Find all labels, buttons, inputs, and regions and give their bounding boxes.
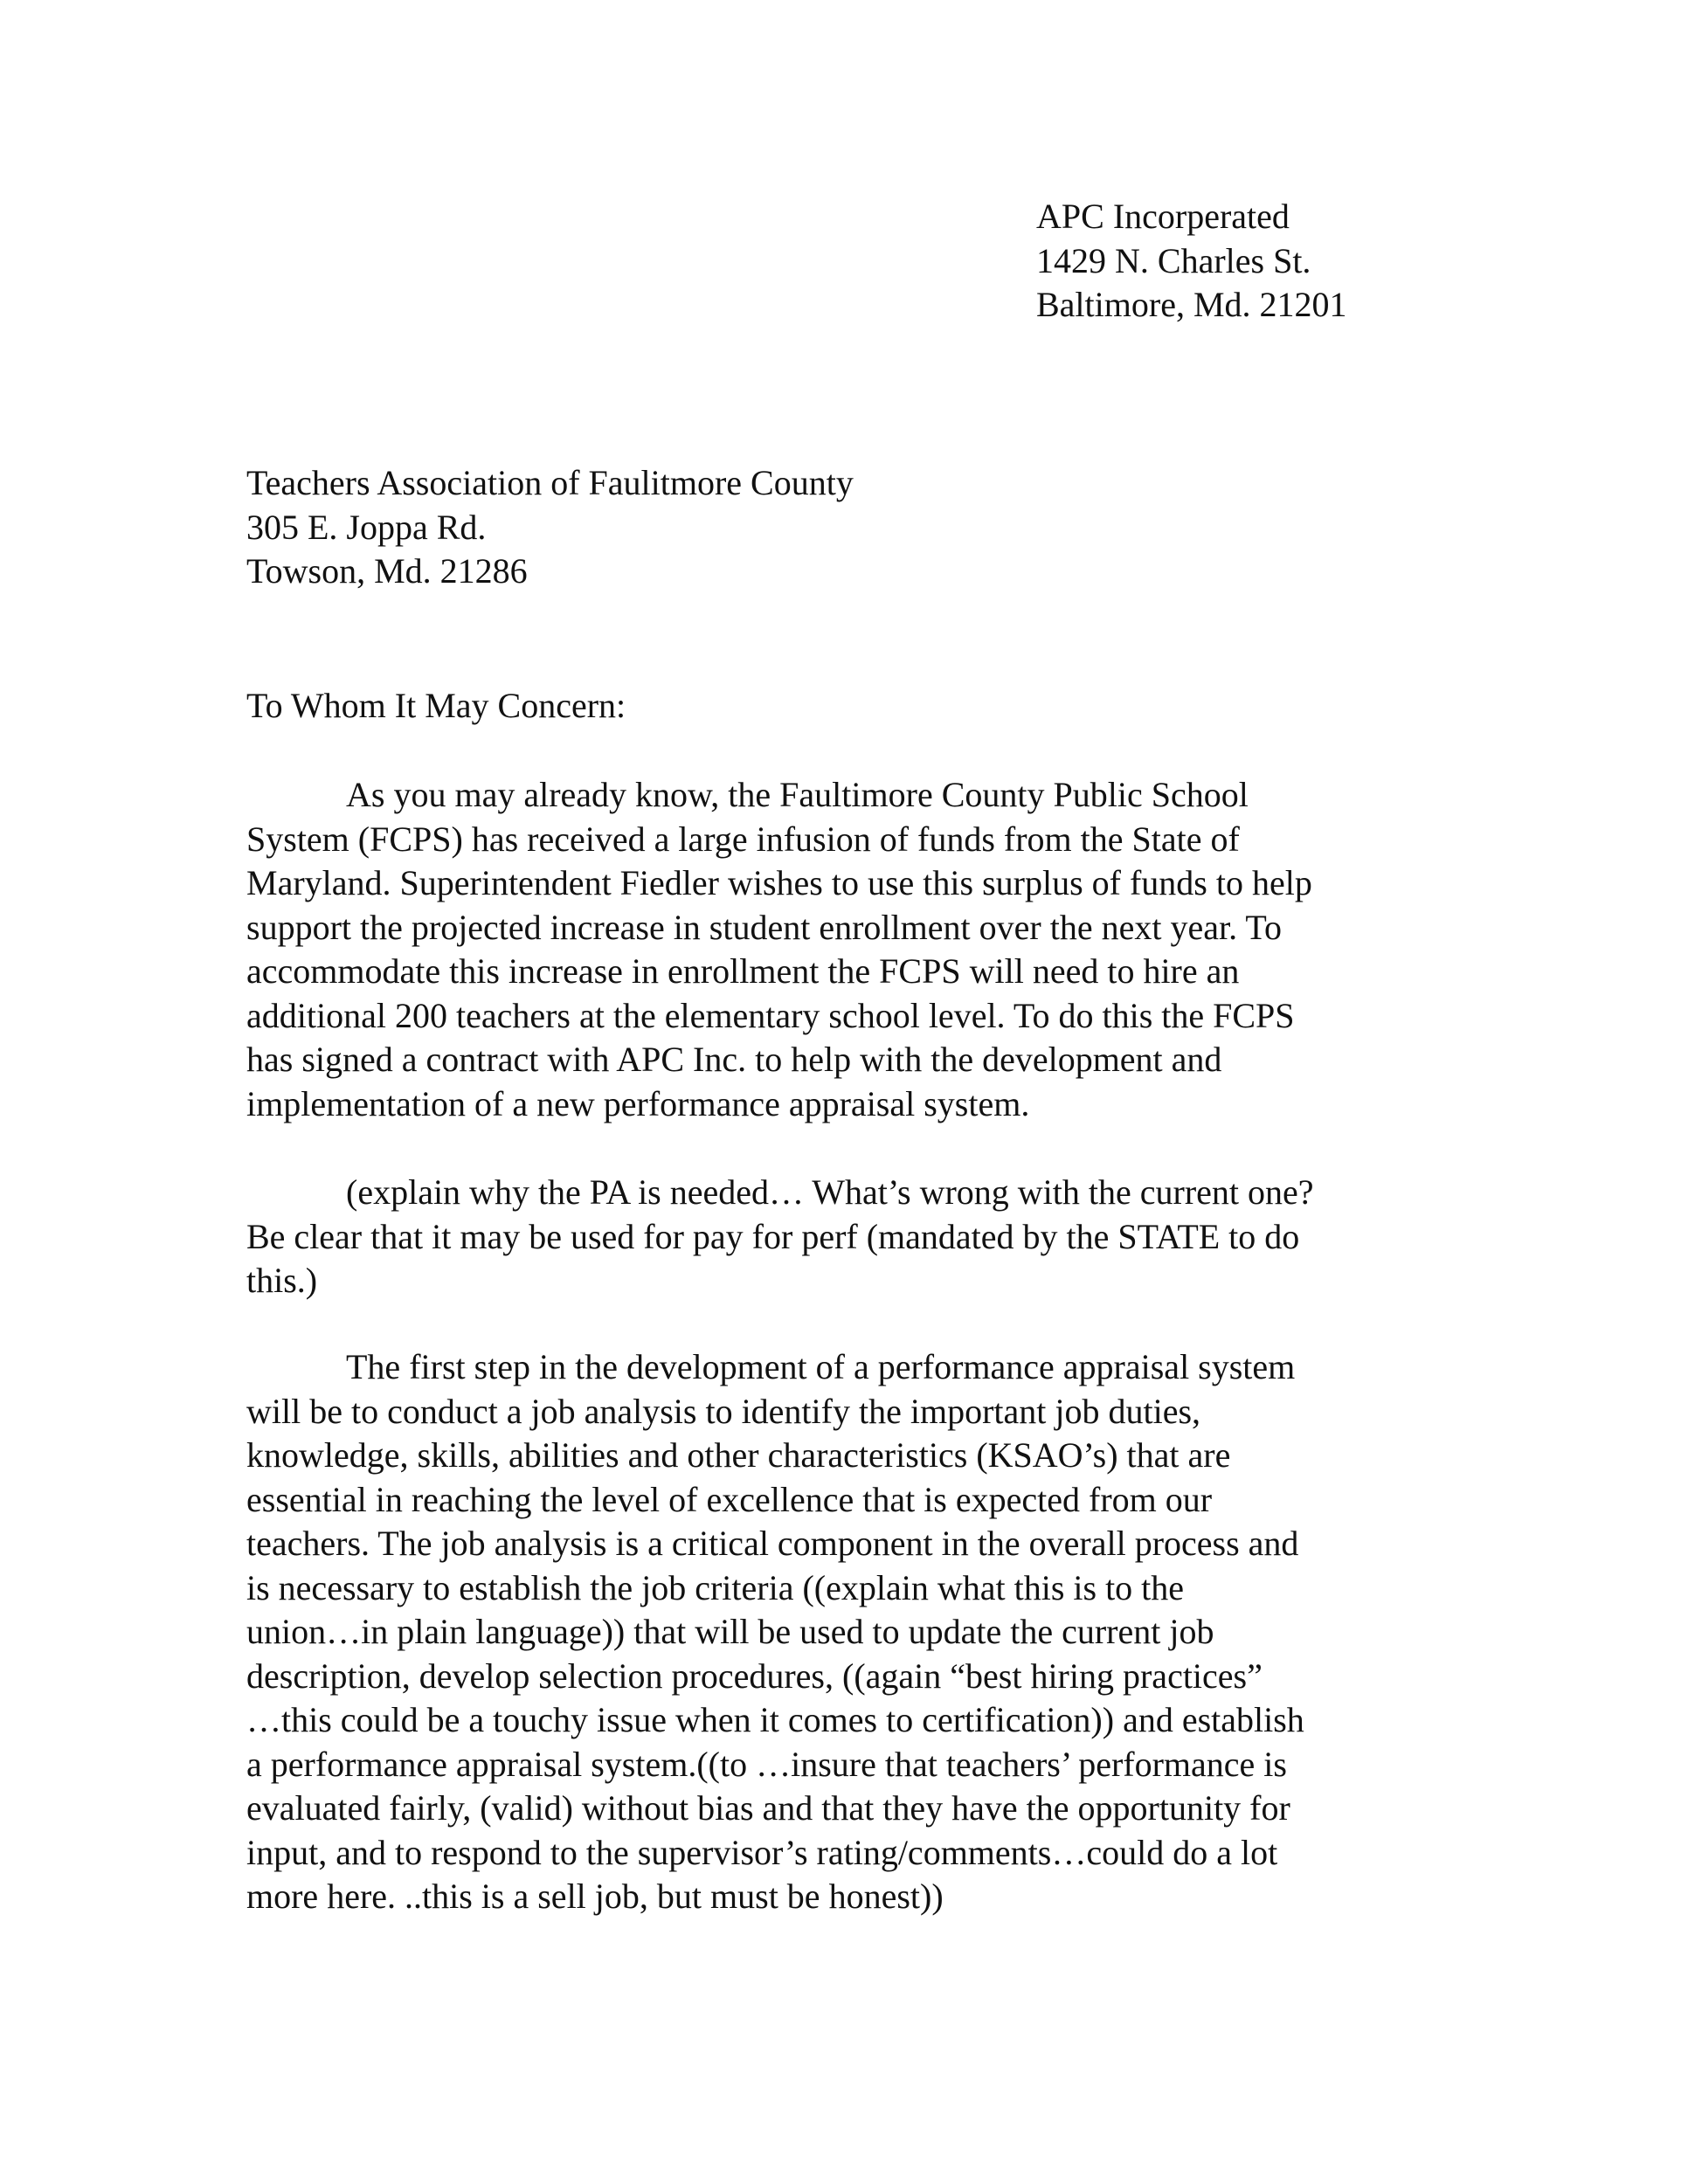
paragraph-line: additional 200 teachers at the elementary school level. To do this the FCPS bbox=[246, 995, 1295, 1035]
sender-city-state-zip: Baltimore, Md. 21201 bbox=[1036, 285, 1347, 324]
paragraph-line: support the projected increase in student enrollment over the next year. To bbox=[246, 907, 1282, 947]
paragraph-line: a performance appraisal system.((to …insure that teachers’ performance is bbox=[246, 1744, 1287, 1784]
paragraph-line: union…in plain language)) that will be used to update the current job bbox=[246, 1612, 1214, 1651]
paragraph-line: essential in reaching the level of excellence that is expected from our bbox=[246, 1479, 1213, 1519]
sender-company-name: APC Incorperated bbox=[1036, 197, 1290, 236]
paragraph-line: more here. ..this is a sell job, but must be honest)) bbox=[246, 1876, 944, 1916]
paragraph-line: input, and to respond to the supervisor’s rating/comments…could do a lot bbox=[246, 1832, 1278, 1872]
paragraph-line: teachers. The job analysis is a critical component in the overall process and bbox=[246, 1524, 1299, 1563]
sender-street: 1429 N. Charles St. bbox=[1036, 240, 1311, 280]
paragraph-job-analysis bbox=[246, 1345, 1304, 1919]
paragraph-line: System (FCPS) has received a large infusion of funds from the State of bbox=[246, 819, 1240, 859]
paragraph-line: implementation of a new performance appraisal system. bbox=[246, 1083, 1030, 1123]
recipient-address-block bbox=[246, 461, 854, 594]
paragraph-line: The first step in the development of a performance appraisal system bbox=[346, 1347, 1296, 1386]
paragraph-line: will be to conduct a job analysis to identify the important job duties, bbox=[246, 1391, 1201, 1431]
paragraph-line: evaluated fairly, (valid) without bias and that they have the opportunity for bbox=[246, 1788, 1290, 1828]
paragraph-note bbox=[246, 1171, 1314, 1303]
recipient-organization: Teachers Association of Faulitmore County bbox=[246, 463, 854, 502]
paragraph-line: Maryland. Superintendent Fiedler wishes to use this surplus of funds to help bbox=[246, 863, 1312, 902]
salutation: To Whom It May Concern: bbox=[246, 686, 626, 725]
paragraph-line: has signed a contract with APC Inc. to help with the development and bbox=[246, 1040, 1222, 1079]
paragraph-line: (explain why the PA is needed… What’s wrong with the current one? bbox=[346, 1172, 1314, 1212]
paragraph-intro bbox=[246, 773, 1312, 1126]
paragraph-line: Be clear that it may be used for pay for perf (mandated by the STATE to do bbox=[246, 1216, 1300, 1256]
paragraph-line: description, develop selection procedures, ((again “best hiring practices” bbox=[246, 1655, 1263, 1696]
recipient-street: 305 E. Joppa Rd. bbox=[246, 507, 487, 547]
paragraph-line: …this could be a touchy issue when it comes to certification)) and establish bbox=[246, 1700, 1304, 1739]
sender-address-block bbox=[1036, 195, 1347, 328]
paragraph-line: accommodate this increase in enrollment the FCPS will need to hire an bbox=[246, 951, 1240, 991]
paragraph-line: this.) bbox=[246, 1261, 318, 1300]
paragraph-line: knowledge, skills, abilities and other characteristics (KSAO’s) that are bbox=[246, 1435, 1231, 1475]
recipient-city-state-zip: Towson, Md. 21286 bbox=[246, 551, 528, 591]
paragraph-line: As you may already know, the Faultimore County Public School bbox=[346, 775, 1249, 814]
paragraph-line: is necessary to establish the job criteria ((explain what this is to the bbox=[246, 1567, 1185, 1607]
